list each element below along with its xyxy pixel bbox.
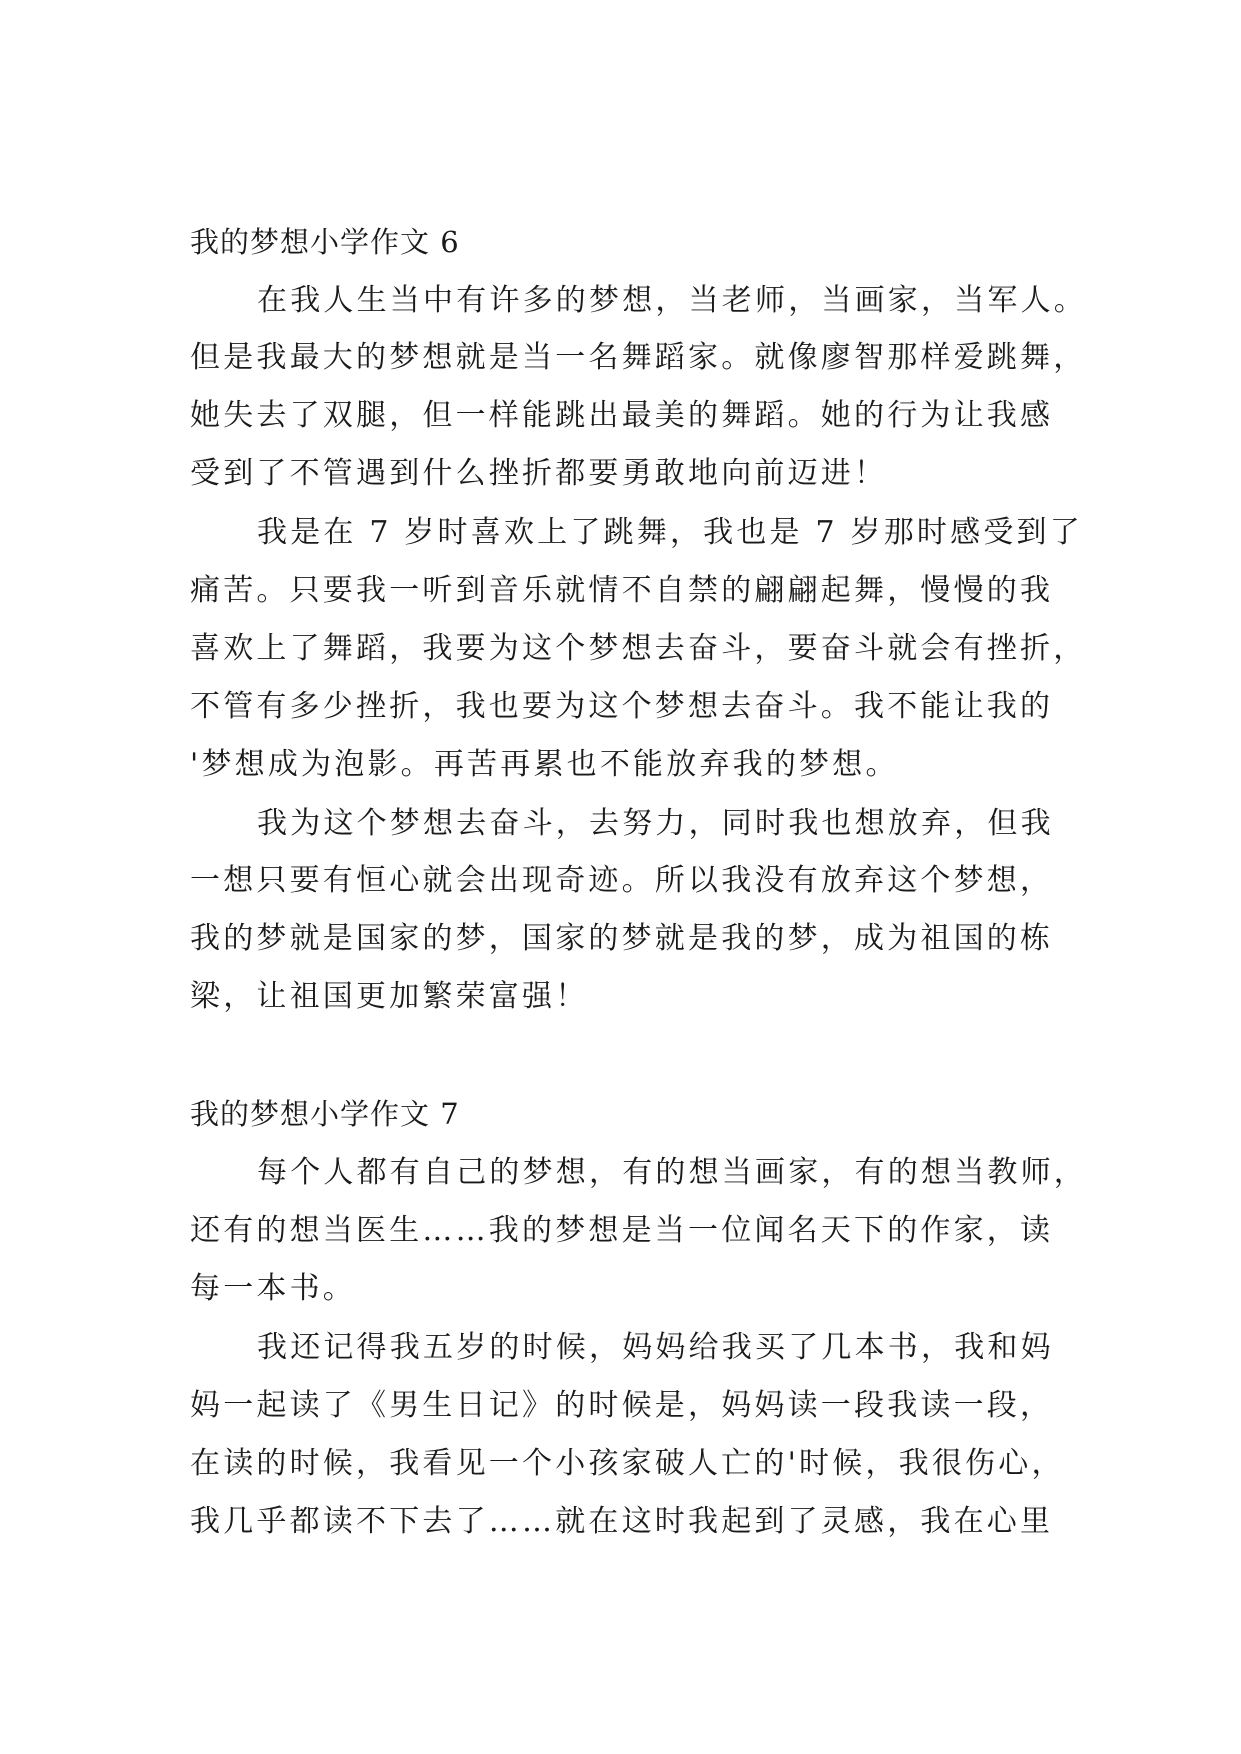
paragraph-line: 痛苦。只要我一听到音乐就情不自禁的翩翩起舞，慢慢的我 bbox=[190, 573, 1054, 608]
paragraph-line: 我是在 7 岁时喜欢上了跳舞，我也是 7 岁那时感受到了 bbox=[257, 515, 1083, 550]
paragraph-line: 梁，让祖国更加繁荣富强！ bbox=[190, 979, 589, 1014]
paragraph-line: '梦想成为泡影。再苦再累也不能放弃我的梦想。 bbox=[190, 747, 899, 782]
paragraph-line: 不管有多少挫折，我也要为这个梦想去奋斗。我不能让我的 bbox=[190, 689, 1054, 724]
paragraph-line: 每个人都有自己的梦想，有的想当画家，有的想当教师， bbox=[257, 1155, 1087, 1190]
paragraph-line: 喜欢上了舞蹈，我要为这个梦想去奋斗，要奋斗就会有挫折， bbox=[190, 631, 1087, 666]
paragraph-line: 我几乎都读不下去了……就在这时我起到了灵感，我在心里 bbox=[190, 1504, 1054, 1539]
paragraph-line: 还有的想当医生……我的梦想是当一位闻名天下的作家，读 bbox=[190, 1213, 1054, 1248]
paragraph-line: 我的梦就是国家的梦，国家的梦就是我的梦，成为祖国的栋 bbox=[190, 921, 1054, 956]
paragraph-line: 但是我最大的梦想就是当一名舞蹈家。就像廖智那样爱跳舞， bbox=[190, 340, 1087, 375]
paragraph-line: 妈一起读了《男生日记》的时候是，妈妈读一段我读一段， bbox=[190, 1388, 1054, 1423]
paragraph-line: 我为这个梦想去奋斗，去努力，同时我也想放弃，但我 bbox=[257, 806, 1054, 841]
section-title: 我的梦想小学作文 7 bbox=[190, 1097, 460, 1131]
paragraph-line: 受到了不管遇到什么挫折都要勇敢地向前迈进！ bbox=[190, 456, 888, 491]
paragraph-line: 每一本书。 bbox=[190, 1271, 356, 1306]
paragraph-line: 她失去了双腿，但一样能跳出最美的舞蹈。她的行为让我感 bbox=[190, 398, 1054, 433]
paragraph-line: 我还记得我五岁的时候，妈妈给我买了几本书，我和妈 bbox=[257, 1330, 1054, 1365]
section-title: 我的梦想小学作文 6 bbox=[190, 225, 460, 259]
paragraph-line: 在读的时候，我看见一个小孩家破人亡的'时候，我很伤心， bbox=[190, 1446, 1065, 1481]
paragraph-line: 在我人生当中有许多的梦想，当老师，当画家，当军人。 bbox=[257, 283, 1087, 318]
paragraph-line: 一想只要有恒心就会出现奇迹。所以我没有放弃这个梦想， bbox=[190, 863, 1054, 898]
